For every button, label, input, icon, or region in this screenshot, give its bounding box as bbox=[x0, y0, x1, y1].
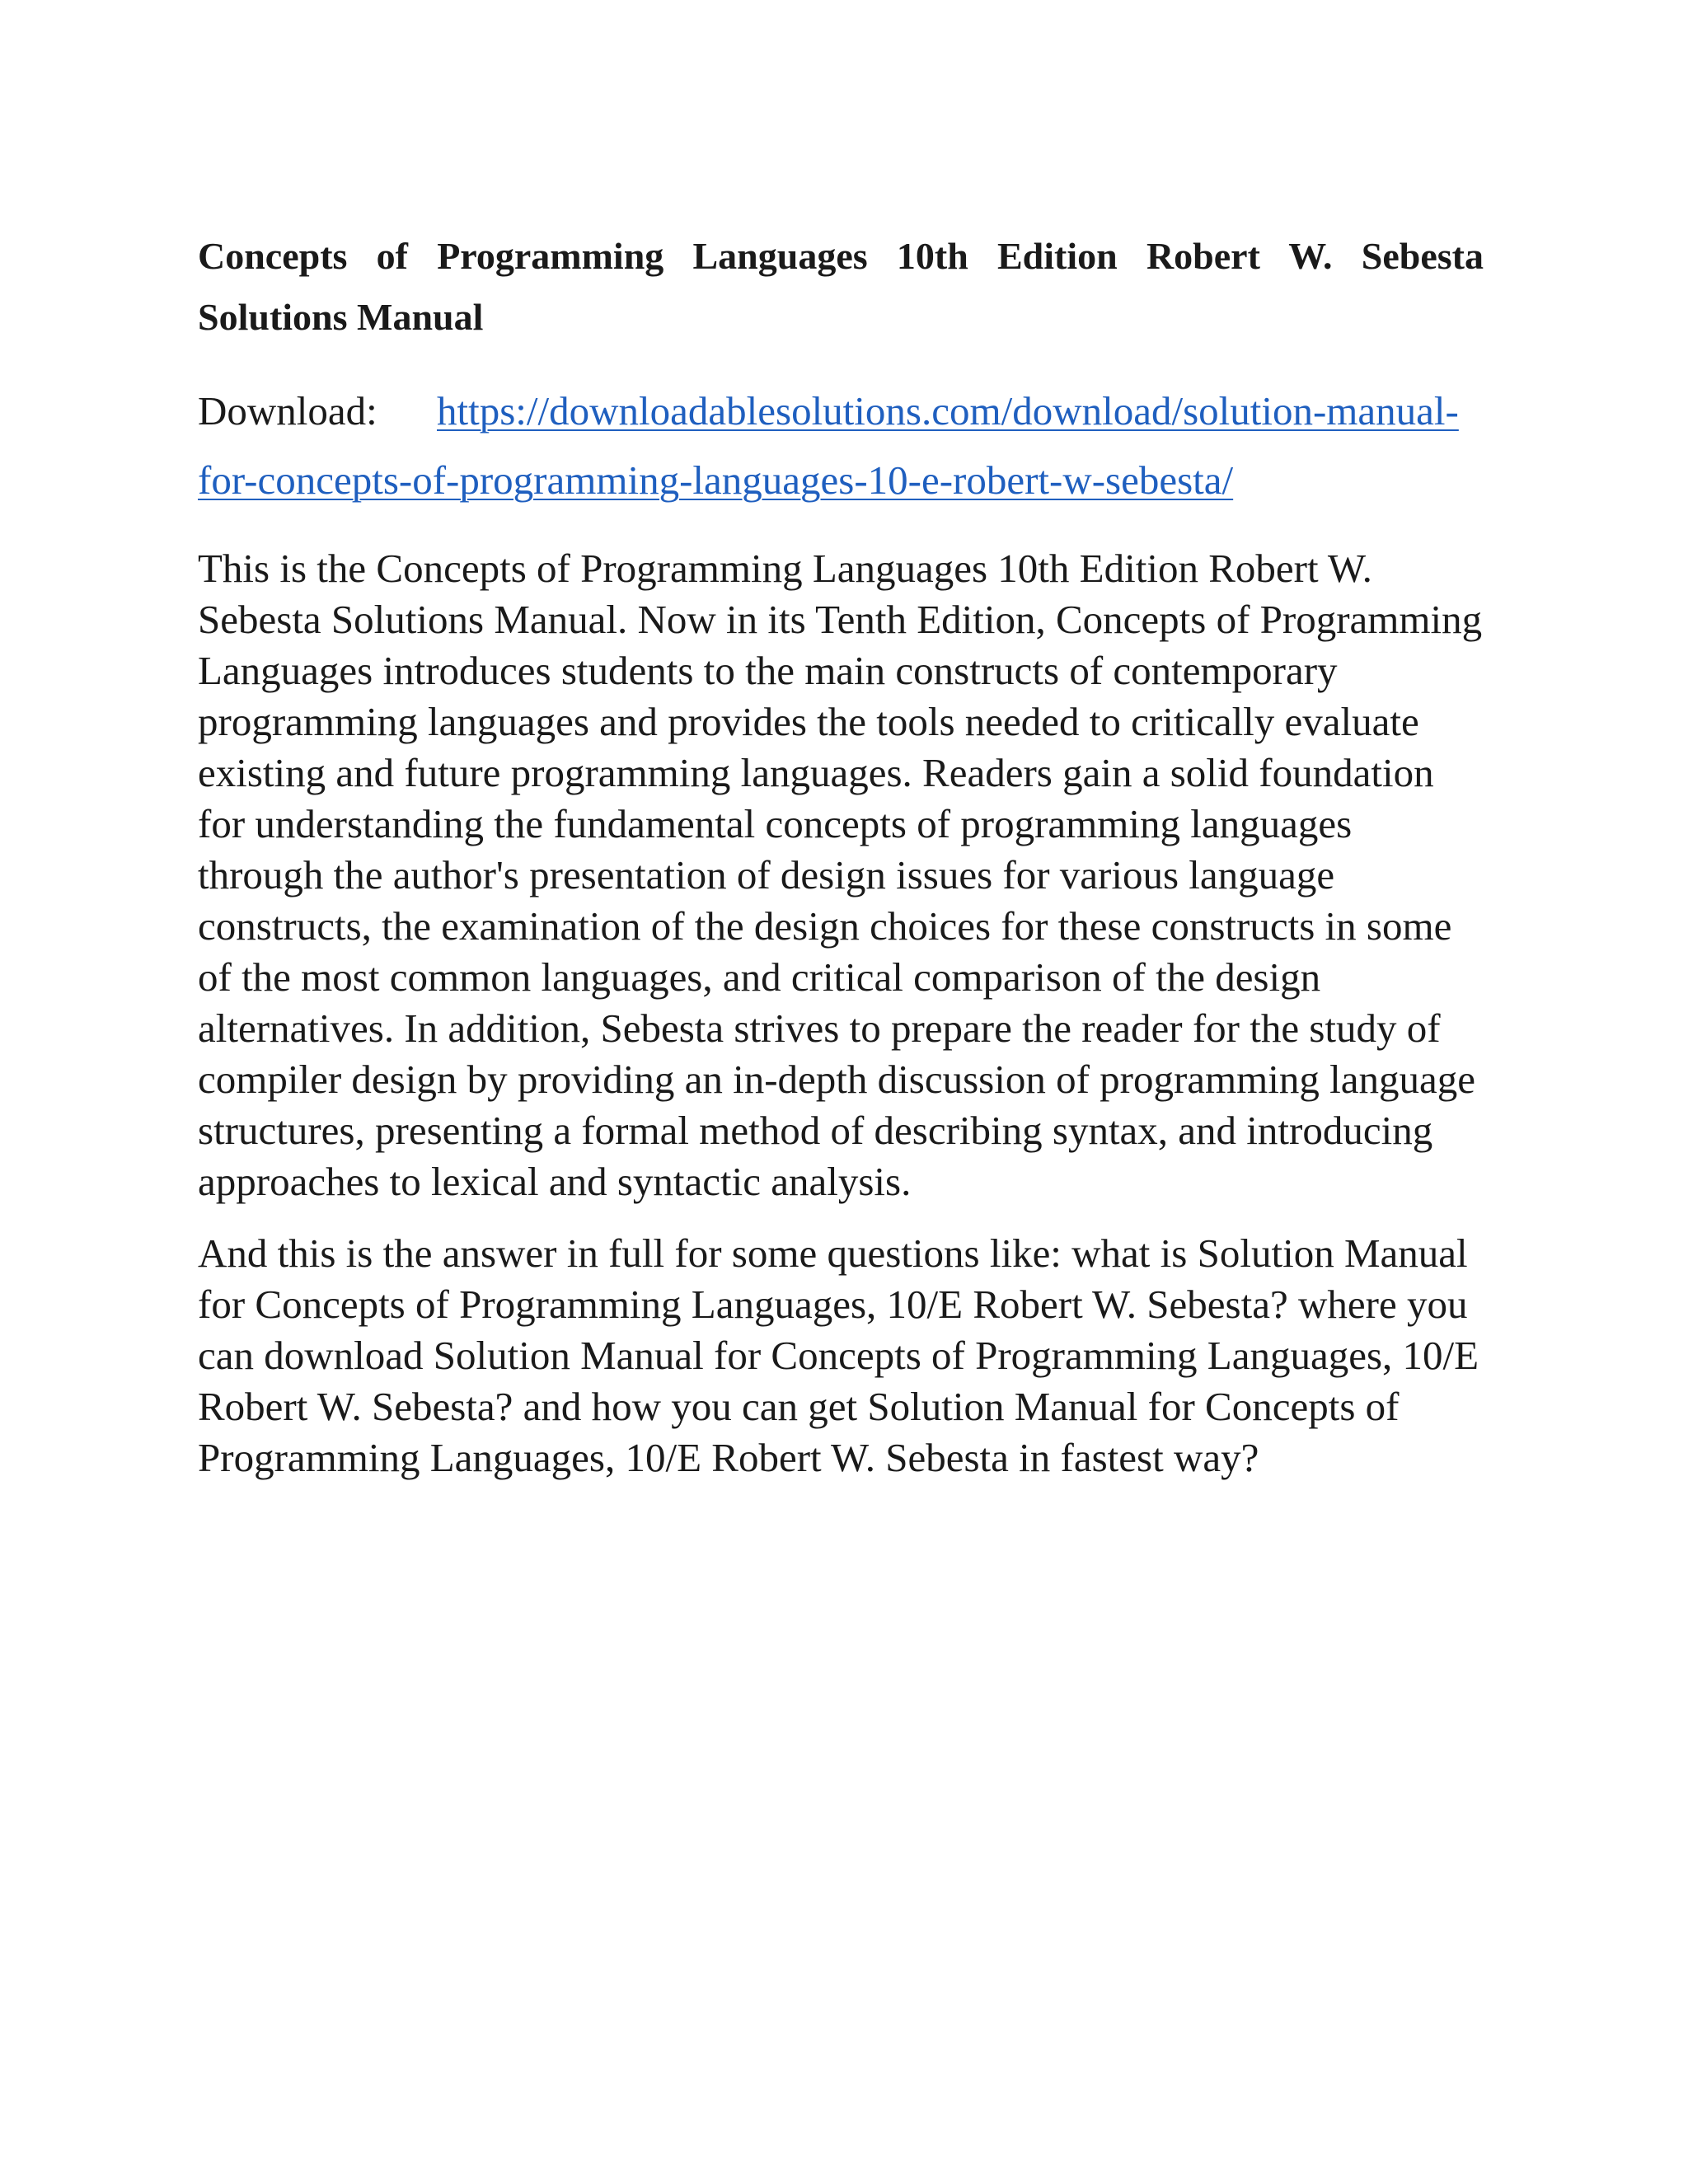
download-line bbox=[198, 377, 1484, 515]
download-label: Download: bbox=[198, 388, 377, 434]
paragraph-description: This is the Concepts of Programming Languages 10th Edition Robert W. Sebesta Solutions Manual. Now in its Tenth Edition, Concepts of Programming Languages introduces students to the main constructs of contemporary programming languages and provides the tools needed to critically evaluate existing and future programming languages. Readers gain a solid foundation for understanding the fundamental concepts of programming languages through the author's presentation of design issues for various language constructs, the examination of the design choices for these constructs in some of the most common languages, and critical comparison of the design alternatives. In addition, Sebesta strives to prepare the reader for the study of compiler design by providing an in-depth discussion of programming language structures, presenting a formal method of describing syntax, and introducing approaches to lexical and syntactic analysis. bbox=[198, 546, 1483, 1204]
document-content bbox=[198, 226, 1484, 1483]
document-title: Concepts of Programming Languages 10th Edition Robert W. Sebesta Solutions Manual bbox=[198, 235, 1484, 338]
paragraph-faq: And this is the answer in full for some questions like: what is Solution Manual for Concepts of Programming Languages, 10/E Robert W. Sebesta? where you can download Solution Manual for Concepts of Programming Languages, 10/E Robert W. Sebesta? and how you can get Solution Manual for Concepts of Programming Languages, 10/E Robert W. Sebesta in fastest way? bbox=[198, 1230, 1479, 1480]
download-link[interactable]: https://downloadablesolutions.com/download/solution-manual-for-concepts-of-programming-languages-10-e-robert-w-sebesta/ bbox=[198, 388, 1459, 503]
